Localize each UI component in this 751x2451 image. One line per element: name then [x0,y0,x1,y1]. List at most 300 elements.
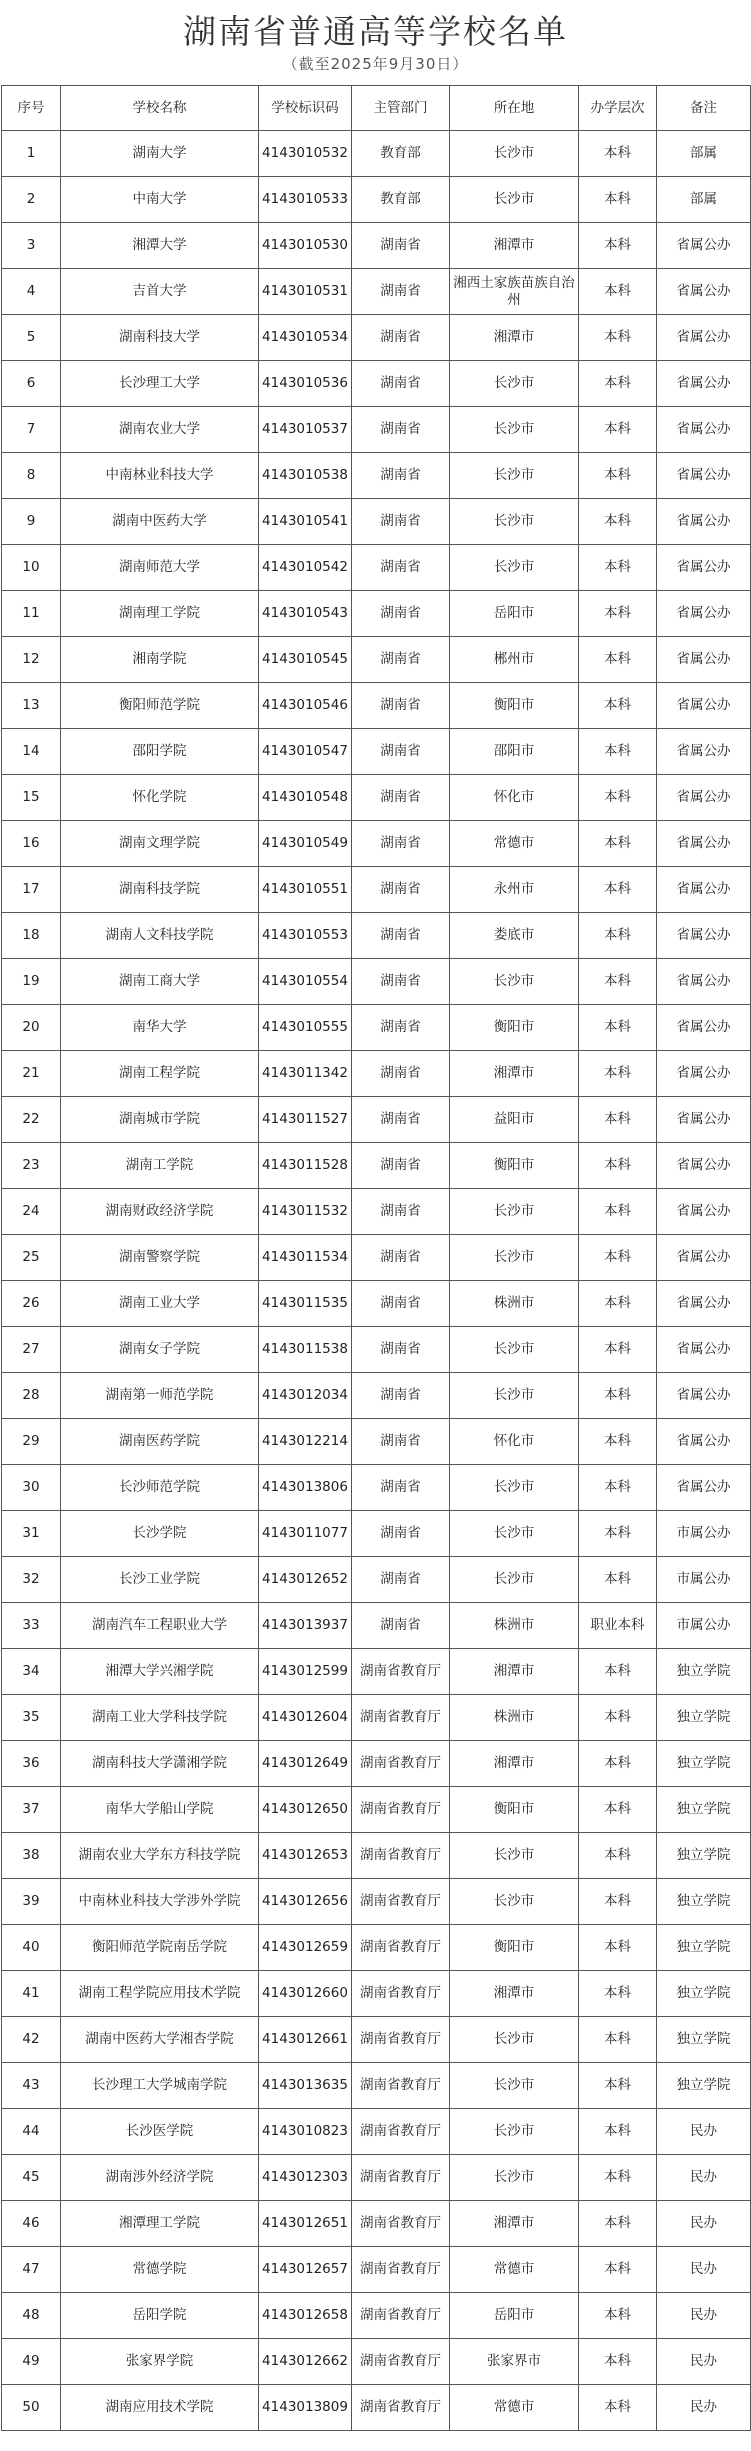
cell-remark: 省属公办 [657,499,751,545]
cell-level: 本科 [579,499,657,545]
cell-remark: 独立学院 [657,1879,751,1925]
cell-remark: 省属公办 [657,1097,751,1143]
cell-level: 本科 [579,2385,657,2431]
cell-location: 长沙市 [450,1235,579,1281]
cell-level: 本科 [579,867,657,913]
cell-department: 湖南省 [352,821,450,867]
table-row [2,1557,751,1603]
cell-index: 41 [2,1971,61,2017]
cell-index: 20 [2,1005,61,1051]
cell-remark: 省属公办 [657,1235,751,1281]
cell-school-name: 湖南工业大学科技学院 [61,1695,259,1741]
cell-remark: 民办 [657,2109,751,2155]
cell-location: 湘潭市 [450,223,579,269]
cell-department: 湖南省教育厅 [352,1971,450,2017]
cell-school-code: 4143012653 [259,1833,352,1879]
cell-location: 长沙市 [450,2109,579,2155]
cell-school-name: 吉首大学 [61,269,259,315]
cell-index: 16 [2,821,61,867]
cell-department: 湖南省教育厅 [352,2201,450,2247]
cell-remark: 部属 [657,177,751,223]
cell-index: 25 [2,1235,61,1281]
cell-location: 湘潭市 [450,1649,579,1695]
table-body [2,131,751,2431]
cell-remark: 民办 [657,2293,751,2339]
header-location: 所在地 [450,86,579,131]
cell-remark: 独立学院 [657,1971,751,2017]
cell-location: 长沙市 [450,959,579,1005]
cell-school-code: 4143011527 [259,1097,352,1143]
table-row [2,2063,751,2109]
table-row [2,591,751,637]
cell-index: 44 [2,2109,61,2155]
cell-remark: 省属公办 [657,867,751,913]
cell-location: 衡阳市 [450,1143,579,1189]
cell-remark: 省属公办 [657,1005,751,1051]
cell-school-name: 湖南工商大学 [61,959,259,1005]
cell-school-name: 湘潭大学兴湘学院 [61,1649,259,1695]
cell-school-code: 4143011528 [259,1143,352,1189]
cell-school-name: 长沙理工大学城南学院 [61,2063,259,2109]
cell-level: 本科 [579,1327,657,1373]
cell-location: 常德市 [450,2247,579,2293]
cell-school-code: 4143012599 [259,1649,352,1695]
cell-index: 27 [2,1327,61,1373]
cell-school-name: 岳阳学院 [61,2293,259,2339]
cell-school-name: 湖南城市学院 [61,1097,259,1143]
cell-remark: 省属公办 [657,637,751,683]
cell-department: 湖南省 [352,223,450,269]
cell-level: 本科 [579,2109,657,2155]
cell-department: 湖南省教育厅 [352,1925,450,1971]
cell-school-name: 湖南人文科技学院 [61,913,259,959]
table-row [2,2109,751,2155]
cell-school-name: 湖南大学 [61,131,259,177]
cell-location: 株洲市 [450,1695,579,1741]
table-row [2,1925,751,1971]
cell-remark: 独立学院 [657,1649,751,1695]
cell-remark: 省属公办 [657,821,751,867]
cell-department: 湖南省 [352,1097,450,1143]
cell-remark: 省属公办 [657,729,751,775]
cell-school-code: 4143010531 [259,269,352,315]
cell-remark: 省属公办 [657,1327,751,1373]
cell-index: 31 [2,1511,61,1557]
cell-index: 48 [2,2293,61,2339]
cell-school-name: 长沙学院 [61,1511,259,1557]
cell-school-code: 4143010543 [259,591,352,637]
cell-location: 湘潭市 [450,1971,579,2017]
cell-department: 教育部 [352,177,450,223]
cell-level: 本科 [579,637,657,683]
cell-location: 岳阳市 [450,2293,579,2339]
cell-school-code: 4143011532 [259,1189,352,1235]
cell-remark: 省属公办 [657,775,751,821]
cell-remark: 省属公办 [657,1051,751,1097]
table-row [2,1097,751,1143]
table-row [2,223,751,269]
cell-location: 郴州市 [450,637,579,683]
cell-remark: 民办 [657,2155,751,2201]
cell-index: 42 [2,2017,61,2063]
cell-school-name: 湖南农业大学 [61,407,259,453]
cell-remark: 省属公办 [657,1419,751,1465]
cell-location: 长沙市 [450,545,579,591]
cell-level: 本科 [579,545,657,591]
cell-level: 本科 [579,1971,657,2017]
cell-school-name: 湖南工学院 [61,1143,259,1189]
cell-school-code: 4143012214 [259,1419,352,1465]
table-row [2,1787,751,1833]
cell-school-name: 湖南第一师范学院 [61,1373,259,1419]
header-remark: 备注 [657,86,751,131]
cell-location: 衡阳市 [450,1925,579,1971]
cell-level: 本科 [579,1649,657,1695]
cell-department: 湖南省 [352,637,450,683]
cell-index: 36 [2,1741,61,1787]
cell-level: 本科 [579,821,657,867]
cell-school-name: 湘潭理工学院 [61,2201,259,2247]
cell-school-code: 4143011342 [259,1051,352,1097]
cell-remark: 独立学院 [657,1741,751,1787]
cell-location: 长沙市 [450,2063,579,2109]
cell-school-name: 张家界学院 [61,2339,259,2385]
cell-remark: 省属公办 [657,591,751,637]
header-index: 序号 [2,86,61,131]
cell-department: 湖南省教育厅 [352,1833,450,1879]
table-row [2,1327,751,1373]
cell-level: 本科 [579,1143,657,1189]
cell-level: 本科 [579,1741,657,1787]
cell-department: 湖南省教育厅 [352,2109,450,2155]
cell-index: 10 [2,545,61,591]
cell-department: 湖南省 [352,683,450,729]
table-row [2,775,751,821]
cell-location: 常德市 [450,821,579,867]
cell-school-name: 中南大学 [61,177,259,223]
cell-index: 18 [2,913,61,959]
cell-level: 本科 [579,1557,657,1603]
table-row [2,2201,751,2247]
cell-location: 长沙市 [450,1465,579,1511]
cell-level: 职业本科 [579,1603,657,1649]
cell-location: 常德市 [450,2385,579,2431]
cell-school-name: 常德学院 [61,2247,259,2293]
cell-index: 29 [2,1419,61,1465]
cell-remark: 独立学院 [657,2017,751,2063]
cell-department: 湖南省教育厅 [352,2293,450,2339]
cell-school-code: 4143010549 [259,821,352,867]
cell-school-name: 湖南师范大学 [61,545,259,591]
table-row [2,1143,751,1189]
cell-school-code: 4143012657 [259,2247,352,2293]
table-row [2,1465,751,1511]
table-row [2,959,751,1005]
cell-location: 湘潭市 [450,1741,579,1787]
cell-department: 湖南省 [352,959,450,1005]
cell-school-code: 4143012303 [259,2155,352,2201]
cell-index: 4 [2,269,61,315]
table-row [2,1281,751,1327]
cell-school-code: 4143012659 [259,1925,352,1971]
cell-index: 13 [2,683,61,729]
cell-location: 长沙市 [450,1833,579,1879]
cell-department: 湖南省教育厅 [352,2339,450,2385]
cell-department: 湖南省 [352,1511,450,1557]
table-row [2,1741,751,1787]
cell-level: 本科 [579,775,657,821]
cell-location: 衡阳市 [450,1787,579,1833]
cell-level: 本科 [579,1051,657,1097]
cell-remark: 独立学院 [657,1695,751,1741]
cell-level: 本科 [579,913,657,959]
table-row [2,2385,751,2431]
cell-index: 47 [2,2247,61,2293]
cell-school-code: 4143010536 [259,361,352,407]
cell-school-code: 4143011535 [259,1281,352,1327]
cell-school-name: 南华大学 [61,1005,259,1051]
cell-remark: 省属公办 [657,269,751,315]
cell-level: 本科 [579,269,657,315]
cell-department: 湖南省教育厅 [352,2063,450,2109]
cell-index: 43 [2,2063,61,2109]
table-row [2,1005,751,1051]
cell-level: 本科 [579,959,657,1005]
cell-location: 岳阳市 [450,591,579,637]
cell-remark: 省属公办 [657,683,751,729]
cell-level: 本科 [579,1005,657,1051]
cell-location: 长沙市 [450,1879,579,1925]
cell-department: 教育部 [352,131,450,177]
cell-remark: 省属公办 [657,1189,751,1235]
cell-location: 长沙市 [450,1557,579,1603]
cell-department: 湖南省 [352,1051,450,1097]
cell-school-name: 湖南汽车工程职业大学 [61,1603,259,1649]
cell-department: 湖南省教育厅 [352,2017,450,2063]
cell-school-code: 4143010548 [259,775,352,821]
cell-index: 9 [2,499,61,545]
cell-remark: 独立学院 [657,1833,751,1879]
cell-index: 35 [2,1695,61,1741]
cell-location: 长沙市 [450,131,579,177]
header-school-name: 学校名称 [61,86,259,131]
cell-level: 本科 [579,2063,657,2109]
cell-remark: 省属公办 [657,545,751,591]
cell-department: 湖南省 [352,407,450,453]
cell-department: 湖南省教育厅 [352,1741,450,1787]
header-school-code: 学校标识码 [259,86,352,131]
cell-remark: 省属公办 [657,315,751,361]
table-row [2,2293,751,2339]
cell-remark: 省属公办 [657,1465,751,1511]
cell-location: 长沙市 [450,177,579,223]
cell-remark: 市属公办 [657,1511,751,1557]
cell-location: 长沙市 [450,407,579,453]
cell-department: 湖南省 [352,591,450,637]
cell-department: 湖南省 [352,1005,450,1051]
cell-level: 本科 [579,591,657,637]
cell-school-name: 长沙师范学院 [61,1465,259,1511]
table-row [2,545,751,591]
cell-school-name: 邵阳学院 [61,729,259,775]
cell-remark: 省属公办 [657,361,751,407]
cell-school-code: 4143010530 [259,223,352,269]
cell-school-name: 湖南科技大学 [61,315,259,361]
cell-index: 17 [2,867,61,913]
cell-department: 湖南省 [352,499,450,545]
cell-location: 湘潭市 [450,315,579,361]
cell-index: 37 [2,1787,61,1833]
cell-remark: 省属公办 [657,407,751,453]
cell-school-code: 4143010823 [259,2109,352,2155]
cell-school-name: 湘南学院 [61,637,259,683]
cell-school-code: 4143010542 [259,545,352,591]
cell-index: 50 [2,2385,61,2431]
cell-level: 本科 [579,1925,657,1971]
cell-school-code: 4143012652 [259,1557,352,1603]
cell-location: 长沙市 [450,2155,579,2201]
school-table [1,85,751,2431]
table-row [2,1649,751,1695]
cell-location: 长沙市 [450,453,579,499]
cell-remark: 独立学院 [657,2063,751,2109]
cell-department: 湖南省 [352,729,450,775]
cell-school-code: 4143013635 [259,2063,352,2109]
cell-level: 本科 [579,1511,657,1557]
cell-location: 怀化市 [450,775,579,821]
cell-school-name: 怀化学院 [61,775,259,821]
table-row [2,729,751,775]
cell-location: 张家界市 [450,2339,579,2385]
cell-index: 21 [2,1051,61,1097]
cell-department: 湖南省 [352,775,450,821]
cell-department: 湖南省 [352,361,450,407]
cell-department: 湖南省 [352,453,450,499]
cell-remark: 省属公办 [657,959,751,1005]
cell-index: 40 [2,1925,61,1971]
table-row [2,361,751,407]
cell-index: 32 [2,1557,61,1603]
cell-department: 湖南省 [352,1235,450,1281]
cell-index: 7 [2,407,61,453]
cell-location: 长沙市 [450,1189,579,1235]
cell-school-name: 湖南中医药大学 [61,499,259,545]
cell-level: 本科 [579,729,657,775]
table-row [2,1373,751,1419]
cell-school-code: 4143011077 [259,1511,352,1557]
cell-department: 湖南省 [352,1327,450,1373]
cell-school-code: 4143011534 [259,1235,352,1281]
cell-remark: 省属公办 [657,1281,751,1327]
cell-school-code: 4143012656 [259,1879,352,1925]
cell-remark: 省属公办 [657,223,751,269]
cell-department: 湖南省 [352,867,450,913]
cell-school-code: 4143012649 [259,1741,352,1787]
cell-level: 本科 [579,1695,657,1741]
cell-school-name: 湖南医药学院 [61,1419,259,1465]
cell-department: 湖南省 [352,1419,450,1465]
cell-school-code: 4143012650 [259,1787,352,1833]
cell-level: 本科 [579,177,657,223]
table-row [2,1879,751,1925]
cell-index: 6 [2,361,61,407]
cell-index: 26 [2,1281,61,1327]
cell-school-code: 4143010546 [259,683,352,729]
cell-school-code: 4143010534 [259,315,352,361]
cell-school-code: 4143010555 [259,1005,352,1051]
table-row [2,407,751,453]
cell-index: 38 [2,1833,61,1879]
cell-department: 湖南省教育厅 [352,2155,450,2201]
cell-location: 长沙市 [450,361,579,407]
cell-department: 湖南省教育厅 [352,1649,450,1695]
cell-level: 本科 [579,2017,657,2063]
cell-location: 长沙市 [450,499,579,545]
table-row [2,683,751,729]
cell-school-name: 湘潭大学 [61,223,259,269]
table-row [2,637,751,683]
cell-school-name: 湖南财政经济学院 [61,1189,259,1235]
cell-remark: 民办 [657,2201,751,2247]
header-level: 办学层次 [579,86,657,131]
cell-location: 衡阳市 [450,1005,579,1051]
cell-remark: 民办 [657,2339,751,2385]
cell-location: 衡阳市 [450,683,579,729]
cell-school-code: 4143012651 [259,2201,352,2247]
cell-school-name: 长沙理工大学 [61,361,259,407]
cell-school-name: 湖南工业大学 [61,1281,259,1327]
cell-school-code: 4143010541 [259,499,352,545]
cell-level: 本科 [579,453,657,499]
cell-level: 本科 [579,2155,657,2201]
cell-index: 28 [2,1373,61,1419]
cell-school-code: 4143010553 [259,913,352,959]
cell-school-name: 衡阳师范学院 [61,683,259,729]
cell-index: 30 [2,1465,61,1511]
table-row [2,1419,751,1465]
table-row [2,2155,751,2201]
cell-index: 39 [2,1879,61,1925]
cell-department: 湖南省 [352,1557,450,1603]
cell-location: 长沙市 [450,1327,579,1373]
cell-level: 本科 [579,2293,657,2339]
table-row [2,913,751,959]
cell-location: 怀化市 [450,1419,579,1465]
cell-level: 本科 [579,1879,657,1925]
cell-location: 娄底市 [450,913,579,959]
cell-school-code: 4143010538 [259,453,352,499]
cell-school-code: 4143013937 [259,1603,352,1649]
table-row [2,453,751,499]
cell-location: 邵阳市 [450,729,579,775]
cell-index: 45 [2,2155,61,2201]
table-row [2,1511,751,1557]
page-subtitle: （截至2025年9月30日） [282,55,469,73]
cell-school-code: 4143010545 [259,637,352,683]
cell-department: 湖南省教育厅 [352,2385,450,2431]
cell-index: 33 [2,1603,61,1649]
cell-department: 湖南省教育厅 [352,1695,450,1741]
table-row [2,1235,751,1281]
cell-remark: 独立学院 [657,1925,751,1971]
cell-level: 本科 [579,683,657,729]
cell-remark: 民办 [657,2385,751,2431]
cell-index: 3 [2,223,61,269]
cell-location: 长沙市 [450,2017,579,2063]
cell-school-name: 湖南科技大学潇湘学院 [61,1741,259,1787]
cell-department: 湖南省 [352,545,450,591]
cell-school-name: 湖南农业大学东方科技学院 [61,1833,259,1879]
